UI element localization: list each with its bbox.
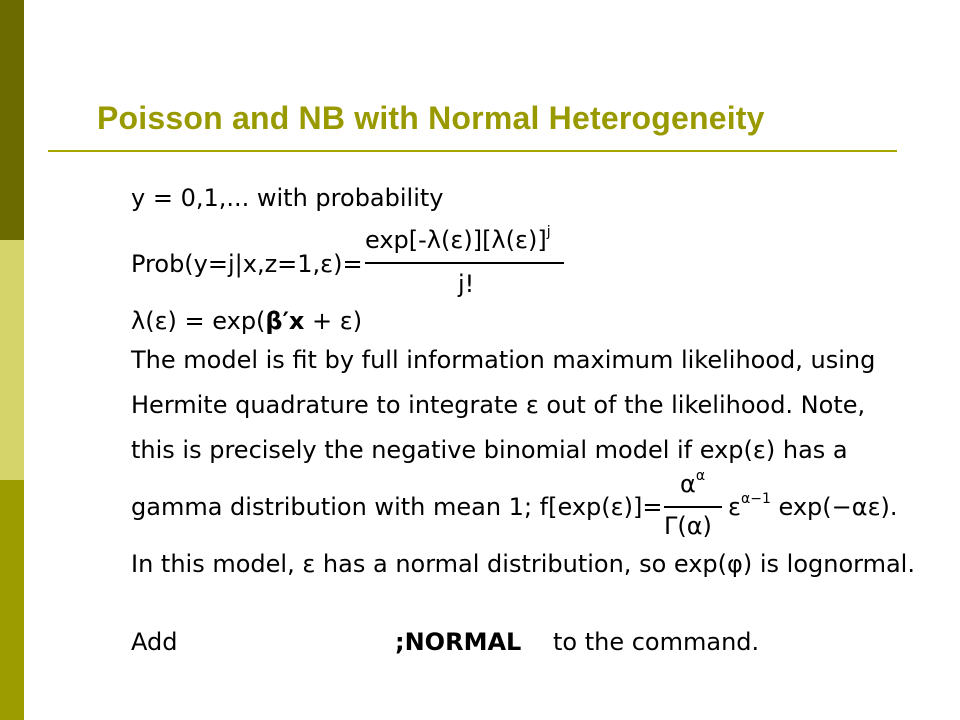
gamma-denominator: Γ(α) bbox=[664, 512, 712, 540]
gamma-numerator: $\alpha^\alpha$ bbox=[680, 468, 706, 498]
sidebar-decoration bbox=[0, 0, 24, 720]
gamma-tail: $\varepsilon^{\alpha-1}$ exp(−αε). bbox=[728, 491, 898, 521]
prob-formula-lhs: Prob(y=j|x,z=1,ε)= bbox=[131, 250, 363, 278]
add-tail: to the command. bbox=[553, 628, 760, 656]
sidebar-band-mid bbox=[0, 240, 24, 480]
title-divider bbox=[48, 150, 897, 152]
gamma-lhs: gamma distribution with mean 1; f[exp(ε)]= bbox=[131, 493, 663, 521]
lambda-formula: λ(ε) = exp(β′x + ε) bbox=[131, 307, 363, 335]
paragraph-line-3: this is precisely the negative binomial model if exp(ε) has a bbox=[131, 436, 848, 464]
prob-fraction-bar bbox=[365, 262, 564, 264]
paragraph-line-4: In this model, ε has a normal distribution, so exp(φ) is lognormal. bbox=[131, 550, 915, 578]
sidebar-band-dark bbox=[0, 0, 24, 240]
sidebar-band-light bbox=[0, 480, 24, 720]
paragraph-line-2: Hermite quadrature to integrate ε out of the likelihood. Note, bbox=[131, 391, 866, 419]
prob-numerator: $\exp[-\lambda(\varepsilon)][\lambda(\varepsilon)]^j$ bbox=[365, 224, 551, 254]
add-label: Add bbox=[131, 628, 178, 656]
gamma-fraction-bar bbox=[664, 506, 722, 508]
prob-denominator: j! bbox=[458, 270, 475, 298]
line-y-values: y = 0,1,... with probability bbox=[131, 184, 444, 212]
paragraph-line-1: The model is fit by full information maximum likelihood, using bbox=[131, 346, 876, 374]
normal-command: ;NORMAL bbox=[395, 628, 522, 656]
slide-title: Poisson and NB with Normal Heterogeneity bbox=[97, 100, 765, 136]
